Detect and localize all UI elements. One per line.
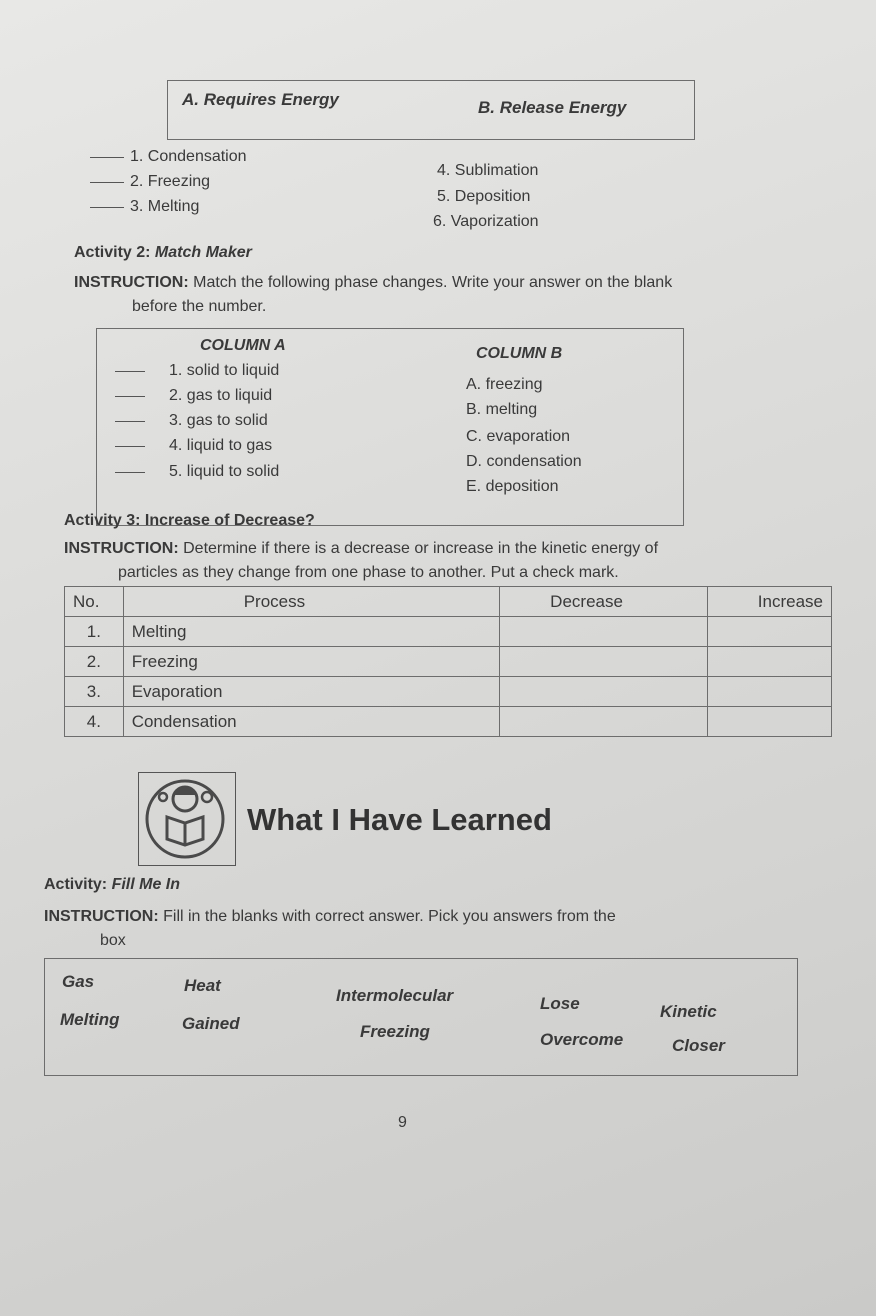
column-a-title: COLUMN A xyxy=(200,337,286,354)
column-a-item-5: 5. liquid to solid xyxy=(115,463,279,481)
row-process: Freezing xyxy=(123,647,499,677)
activity3-heading: Activity 3: Increase of Decrease? xyxy=(64,512,315,529)
header-increase: Increase xyxy=(707,587,831,617)
word-closer: Closer xyxy=(672,1036,725,1055)
answer-blank[interactable] xyxy=(90,180,124,183)
column-a-item-1: 1. solid to liquid xyxy=(115,362,279,380)
increase-cell[interactable] xyxy=(707,617,831,647)
row-no: 4. xyxy=(65,707,124,737)
answer-blank[interactable] xyxy=(115,369,145,372)
fill-instruction-cont: box xyxy=(100,932,126,949)
answer-blank[interactable] xyxy=(115,470,145,473)
word-freezing: Freezing xyxy=(360,1022,430,1041)
fill-heading: Activity: Fill Me In xyxy=(44,876,181,893)
answer-blank[interactable] xyxy=(115,394,145,397)
activity2-heading: Activity 2: Match Maker xyxy=(74,244,252,261)
activity2-instruction: INSTRUCTION: Match the following phase changes. Write your answer on the blank xyxy=(74,274,673,291)
row-process: Evaporation xyxy=(123,677,499,707)
row-no: 3. xyxy=(65,677,124,707)
answer-blank[interactable] xyxy=(115,419,145,422)
energy-item-4: 4. Sublimation xyxy=(437,162,539,179)
header-decrease: Decrease xyxy=(500,587,708,617)
row-no: 1. xyxy=(65,617,124,647)
row-process: Condensation xyxy=(123,707,499,737)
answer-blank[interactable] xyxy=(90,205,124,208)
energy-item-3: 3. Melting xyxy=(90,198,199,216)
column-b-item-1: A. freezing xyxy=(466,376,543,393)
column-a-item-4: 4. liquid to gas xyxy=(115,437,272,455)
answer-blank[interactable] xyxy=(90,155,124,158)
column-b-item-3: C. evaporation xyxy=(466,428,571,445)
column-b-title: COLUMN B xyxy=(476,345,563,362)
word-intermolecular: Intermolecular xyxy=(336,986,454,1005)
activity3-instruction: INSTRUCTION: Determine if there is a decrease or increase in the kinetic energy of xyxy=(64,540,659,557)
increase-cell[interactable] xyxy=(707,677,831,707)
row-no: 2. xyxy=(65,647,124,677)
learned-icon-box xyxy=(138,772,236,866)
row-process: Melting xyxy=(123,617,499,647)
decrease-cell[interactable] xyxy=(500,647,708,677)
energy-item-5: 5. Deposition xyxy=(437,188,531,205)
student-reading-icon xyxy=(139,773,235,865)
word-kinetic: Kinetic xyxy=(660,1002,717,1021)
process-table xyxy=(64,586,832,737)
header-no: No. xyxy=(65,587,124,617)
increase-cell[interactable] xyxy=(707,707,831,737)
learned-title: What I Have Learned xyxy=(247,802,552,837)
column-b-item-4: D. condensation xyxy=(466,453,582,470)
release-energy-label: B. Release Energy xyxy=(478,98,627,117)
activity2-instruction-cont: before the number. xyxy=(132,298,267,315)
fill-instruction: INSTRUCTION: Fill in the blanks with correct answer. Pick you answers from the xyxy=(44,908,616,925)
table-row xyxy=(65,707,832,737)
word-gained: Gained xyxy=(182,1014,240,1033)
table-row xyxy=(65,617,832,647)
word-gas: Gas xyxy=(62,972,95,991)
increase-cell[interactable] xyxy=(707,647,831,677)
page-number: 9 xyxy=(398,1114,407,1131)
decrease-cell[interactable] xyxy=(500,677,708,707)
word-lose: Lose xyxy=(540,994,580,1013)
column-a-item-2: 2. gas to liquid xyxy=(115,387,272,405)
answer-blank[interactable] xyxy=(115,444,145,447)
table-row xyxy=(65,647,832,677)
table-header-row xyxy=(65,587,832,617)
column-b-item-2: B. melting xyxy=(466,401,538,418)
energy-item-1: 1. Condensation xyxy=(90,148,247,166)
energy-item-2: 2. Freezing xyxy=(90,173,210,191)
decrease-cell[interactable] xyxy=(500,617,708,647)
word-melting: Melting xyxy=(60,1010,120,1029)
header-process: Process xyxy=(123,587,499,617)
decrease-cell[interactable] xyxy=(500,707,708,737)
requires-energy-label: A. Requires Energy xyxy=(182,90,339,109)
word-heat: Heat xyxy=(184,976,221,995)
energy-item-6: 6. Vaporization xyxy=(433,213,539,230)
activity3-instruction-cont: particles as they change from one phase to another. Put a check mark. xyxy=(118,564,619,581)
table-row xyxy=(65,677,832,707)
column-a-item-3: 3. gas to solid xyxy=(115,412,268,430)
column-b-item-5: E. deposition xyxy=(466,478,559,495)
word-overcome: Overcome xyxy=(540,1030,624,1049)
